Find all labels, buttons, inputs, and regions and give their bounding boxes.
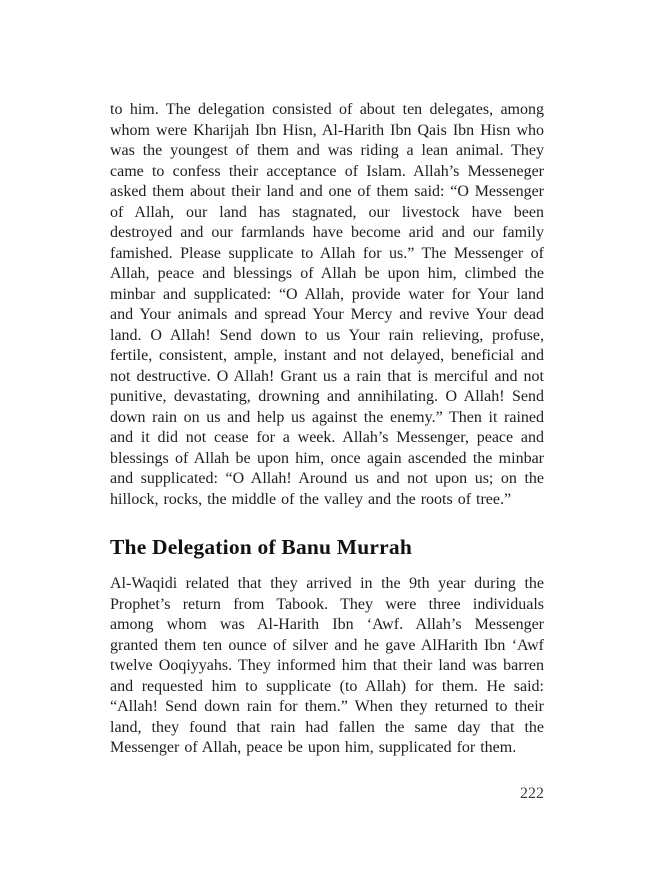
text-line: land. O Allah! Send down to us Your rain relieving, profuse, — [110, 326, 544, 344]
text-line: blessings of Allah be upon him, once again ascended the minbar — [110, 449, 544, 467]
text-line: twelve Ooqiyyahs. They informed him that their land was barren — [110, 657, 544, 674]
text-line: “Allah! Send down rain for them.” When they returned to their — [110, 698, 544, 715]
text-line: Al-Waqidi related that they arrived in the 9th year during the — [110, 575, 544, 592]
text-line: among whom was Al-Harith Ibn ‘Awf. Allah’s Messenger — [110, 616, 544, 633]
text-line: fertile, consistent, ample, instant and not delayed, beneficial and — [110, 347, 544, 364]
text-line: Messenger of Allah, peace be upon him, supplicated for them. — [110, 739, 517, 756]
text-line: down rain on us and help us against the enemy.” Then it rained — [110, 408, 544, 426]
text-line: to him. The delegation consisted of about ten delegates, among — [110, 101, 544, 118]
text-line: and it did not cease for a week. Allah’s Messenger, peace and — [110, 429, 544, 446]
paragraph-1 — [110, 100, 544, 510]
text-line: was the youngest of them and was riding a lean animal. They — [110, 142, 544, 159]
text-line: and Your animals and spread Your Mercy and revive Your dead — [110, 306, 544, 323]
page-number: 222 — [520, 784, 544, 802]
text-line: Allah, peace and blessings of Allah be upon him, climbed the — [110, 265, 544, 282]
text-line: not destructive. O Allah! Grant us a rain that is merciful and not — [110, 367, 544, 385]
book-page — [110, 100, 544, 803]
paragraph-2 — [110, 574, 544, 759]
text-line: whom were Kharijah Ibn Hisn, Al-Harith Ibn Qais Ibn Hisn who — [110, 121, 544, 139]
text-line: land, they found that rain had fallen the same day that the — [110, 718, 544, 736]
text-line: Prophet’s return from Tabook. They were three individuals — [110, 595, 544, 613]
text-line: granted them ten ounce of silver and he gave AlHarith Ibn ‘Awf — [110, 636, 544, 654]
text-line: of Allah, our land has stagnated, our livestock have been — [110, 203, 544, 221]
text-line: asked them about their land and one of them said: “O Messenger — [110, 183, 544, 200]
text-line: came to confess their acceptance of Islam. Allah’s Messeneger — [110, 162, 544, 180]
text-line: and supplicated: “O Allah! Around us and not upon us; on the — [110, 470, 544, 487]
text-line: minbar and supplicated: “O Allah, provide water for Your land — [110, 285, 544, 303]
text-line: punitive, devastating, drowning and annihilating. O Allah! Send — [110, 388, 544, 405]
text-line: destroyed and our farmlands have become arid and our family — [110, 224, 544, 241]
text-line: and requested him to supplicate (to Allah) for them. He said: — [110, 677, 544, 695]
text-line: famished. Please supplicate to Allah for us.” The Messenger of — [110, 244, 544, 262]
text-line: hillock, rocks, the middle of the valley and the roots of tree.” — [110, 490, 512, 508]
section-heading: The Delegation of Banu Murrah — [110, 535, 413, 559]
